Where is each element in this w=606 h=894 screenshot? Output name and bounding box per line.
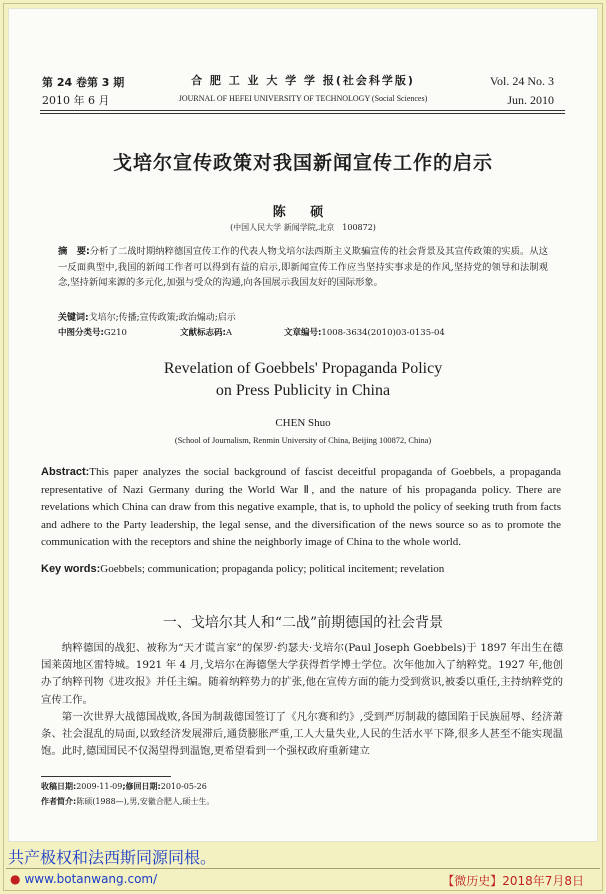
article-label: 文章编号: — [284, 328, 322, 338]
site-link[interactable] — [10, 872, 157, 886]
title-en-line-1: Revelation of Goebbels' Propaganda Policy — [163, 360, 443, 377]
volume-cn: 第 24 卷第 3 期 — [42, 76, 125, 89]
journal-header — [8, 8, 598, 108]
keywords-cn-label: 关键词: — [58, 313, 89, 323]
keywords-en — [41, 563, 561, 575]
bullet-icon: ● — [10, 872, 21, 886]
site-url: www.botanwang.com/ — [24, 872, 158, 886]
bio-label: 作者简介: — [41, 797, 77, 806]
received-label: 收稿日期: — [41, 782, 77, 791]
keywords-en-text: Goebbels; communication; propaganda policy; political incitement; revelation — [100, 563, 445, 575]
paper-page — [8, 8, 598, 842]
abstract-cn — [58, 244, 548, 291]
keywords-cn-text: 戈培尔;传播;宣传政策;政治煽动;启示 — [88, 313, 236, 323]
doc-label: 文献标志码: — [180, 328, 226, 338]
title-en-line-2: on Press Publicity in China — [215, 382, 391, 399]
revised-date: 2010-05-26 — [160, 782, 207, 791]
body-text — [41, 640, 563, 760]
body-paragraph: 纳粹德国的战犯、被称为“天才谎言家”的保罗·约瑟夫·戈培尔(Paul Joseph Goebbels)于 1897 年出生在德国莱茵地区雷特城。1921 年 4 月,戈培尔在海德堡大学获得哲学博士学位。次年他加入了纳粹党。1927 年,他创办了纳粹刊物《进攻报》并任主编。随着纳粹势力的扩张,他在宣传方面的能力受到赏识,被委以重任,主持纳粹党的宣传工作。 — [41, 642, 563, 706]
article-value: 1008-3634(2010)03-0135-04 — [321, 328, 445, 338]
abstract-en-label: Abstract: — [41, 466, 90, 478]
revised-label: ;修回日期: — [122, 782, 161, 791]
received-date: 2009-11-09 — [76, 782, 123, 791]
clc-value: G210 — [103, 328, 127, 338]
journal-name-en: JOURNAL OF HEFEI UNIVERSITY OF TECHNOLOGY (Social Sciences) — [178, 94, 428, 103]
header-rule-thin — [40, 113, 565, 114]
slogan-caption: 共产极权和法西斯同源同根。 — [8, 848, 217, 867]
footer-divider — [6, 868, 600, 869]
footnote-dates — [41, 781, 207, 792]
volume-en: Vol. 24 No. 3 — [489, 74, 554, 88]
abstract-en-text: This paper analyzes the social background of fascist deceitful propaganda of Goebbels, a propaganda representative of Nazi Germany during the World War Ⅱ, and the nature of his propaganda policy. There are revelations which China can draw from this negative example, that is, to uphold the policy of seeking truth from facts and adhere to the Party leadership, the legal sense, and the diversification of the news source so as to promote the communication with the receptors and shine the neighborly image of China to the whole world. — [41, 466, 561, 549]
body-paragraph: 第一次世界大战德国战败,各国为制裁德国签订了《凡尔赛和约》,受到严厉制裁的德国陷于民族屈辱、经济萧条、社会混乱的局面,以致经济发展滞后,通货膨胀严重,工人大量失业,人民的生活水平下降,很多人甚至不能实现温饱。此时,德国国民不仅渴望得到温饱,更希望看到一个强权政府重新建立 — [41, 710, 563, 758]
history-tag: 【微历史】2018年7月8日 — [442, 874, 584, 888]
author-en: CHEN Shuo — [275, 417, 331, 429]
abstract-cn-label: 摘 要: — [58, 246, 90, 257]
paper-title-en — [8, 358, 598, 402]
keywords-cn — [58, 310, 548, 323]
doc-value: A — [225, 328, 233, 338]
abstract-cn-text: 分析了二战时期纳粹德国宣传工作的代表人物戈培尔法西斯主义欺骗宣传的社会背景及其宣传政策的实质。从这一反面典型中,我国的新闻工作者可以得到有益的启示,即新闻宣传工作应当坚持实事求是的作风,坚持党的领导和法制观念,坚持新闻来源的多元化,加强与受众的沟通,向各国展示我国友好的国际形象。 — [58, 246, 548, 288]
footnote-bio — [41, 796, 214, 807]
doc-code — [180, 326, 232, 338]
date-en: Jun. 2010 — [507, 93, 554, 107]
section-heading: 一、戈培尔其人和“二战”前期德国的社会背景 — [162, 615, 444, 631]
abstract-en — [41, 464, 561, 552]
article-number — [284, 326, 445, 338]
keywords-en-label: Key words: — [41, 563, 101, 575]
clc-label: 中图分类号: — [58, 328, 104, 338]
date-cn: 2010 年 6 月 — [42, 94, 110, 107]
affiliation-en: (School of Journalism, Renmin University of China, Beijing 100872, China) — [174, 436, 432, 445]
clc-number — [58, 326, 127, 338]
affiliation-cn: (中国人民大学 新闻学院,北京 100872) — [230, 223, 376, 232]
bio-text: 陈硕(1988—),男,安徽合肥人,硕士生。 — [76, 797, 215, 806]
journal-name-cn: 合 肥 工 业 大 学 学 报(社会科学版) — [191, 74, 415, 87]
footnote-rule — [41, 776, 171, 777]
paper-title-cn: 戈培尔宣传政策对我国新闻宣传工作的启示 — [112, 152, 493, 174]
header-rule — [40, 110, 565, 111]
author-cn: 陈 硕 — [272, 205, 334, 220]
